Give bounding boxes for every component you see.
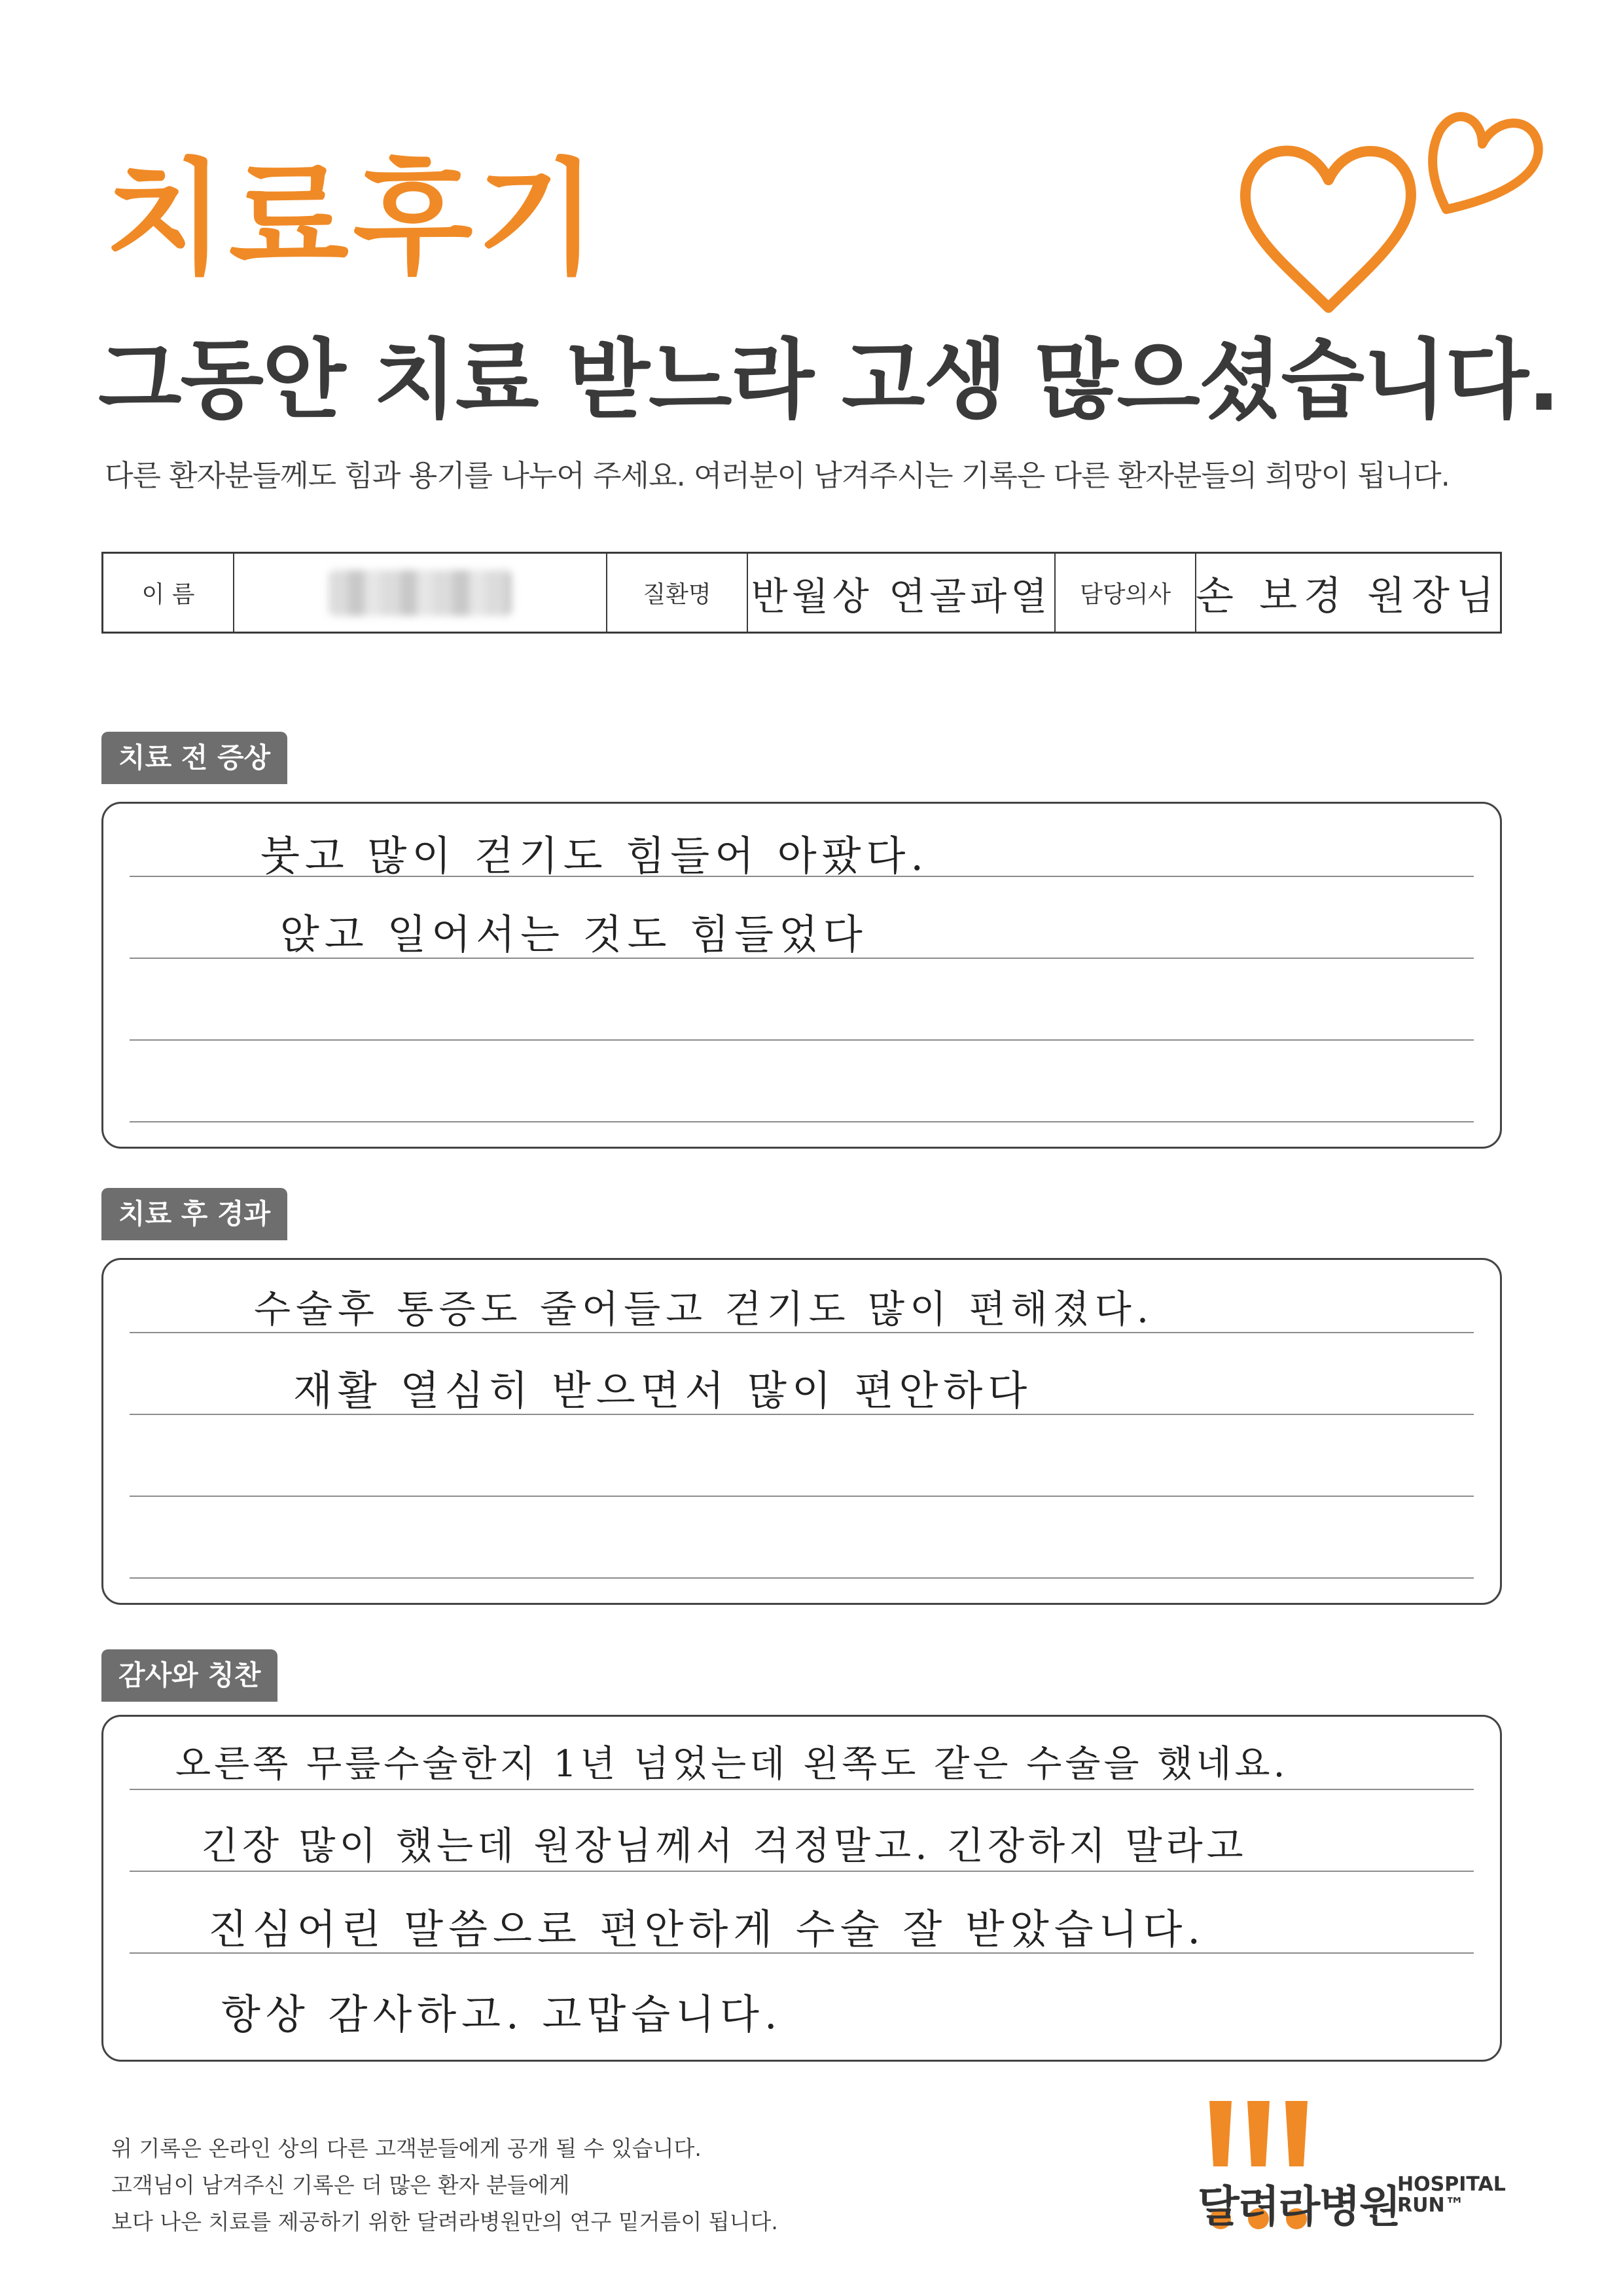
before-symptoms-box [101,802,1502,1149]
disease-label: 질환명 [607,554,748,632]
doctor-value: 손 보경 원장님 [1196,573,1501,619]
logo-en-line-1: HOSPITAL [1397,2173,1506,2196]
section-label-thanks: 감사와 칭찬 [101,1649,277,1702]
logo-en-line-2: RUN™ [1397,2194,1465,2217]
heart-outline-icon [1245,151,1411,308]
hospital-logo [1198,2094,1505,2232]
footer-line-2: 고객님이 남겨주신 기록은 더 많은 환자 분들에게 [111,2172,570,2198]
blurred-name [329,570,512,616]
section-label-after: 치료 후 경과 [101,1188,287,1240]
footer-notice [111,2130,778,2240]
logo-english [1397,2174,1506,2216]
after-line-2: 재활 열심히 받으면서 많이 편안하다 [293,1367,1033,1414]
footer-line-3: 보다 나은 치료를 제공하기 위한 달려라병원만의 연구 밑거름이 됩니다. [111,2209,778,2234]
thanks-line-4: 항상 감사하고. 고맙습니다. [221,1990,783,2038]
name-value-cell [234,554,607,632]
name-label: 이 름 [103,554,234,632]
doctor-label: 담당의사 [1056,554,1196,632]
disease-value: 반월상 연골파열 [751,573,1052,619]
thanks-box [101,1715,1502,2062]
logo-name: 달려라병원 [1198,2181,1400,2232]
page-title: 치료후기 [105,147,601,291]
subline: 다른 환자분들께도 힘과 용기를 나누어 주세요. 여러분이 남겨주시는 기록은 다른 환자분들의 희망이 됩니다. [105,458,1450,493]
section-label-before: 치료 전 증상 [101,732,287,784]
disease-value-cell [748,554,1056,632]
after-results-box [101,1258,1502,1605]
headline: 그동안 치료 받느라 고생 많으셨습니다. [98,330,1560,431]
before-line-1: 붓고 많이 걷기도 힘들어 아팠다. [260,832,929,880]
hearts-decoration [1230,92,1571,327]
heart-outline-icon [1433,117,1539,209]
thanks-line-1: 오른쪽 무릎수술한지 1년 넘었는데 왼쪽도 같은 수술을 했네요. [175,1743,1289,1785]
thanks-line-2: 긴장 많이 했는데 원장님께서 걱정말고. 긴장하지 말라고 [202,1823,1247,1868]
thanks-line-3: 진심어린 말씀으로 편안하게 수술 잘 받았습니다. [208,1905,1206,1953]
after-line-1: 수술후 통증도 줄어들고 걷기도 많이 편해졌다. [254,1287,1154,1331]
doctor-value-cell [1196,554,1500,632]
before-line-2: 앉고 일어서는 것도 힘들었다 [280,910,868,958]
footer-line-1: 위 기록은 온라인 상의 다른 고객분들에게 공개 될 수 있습니다. [111,2136,702,2161]
patient-info-table [101,552,1502,634]
